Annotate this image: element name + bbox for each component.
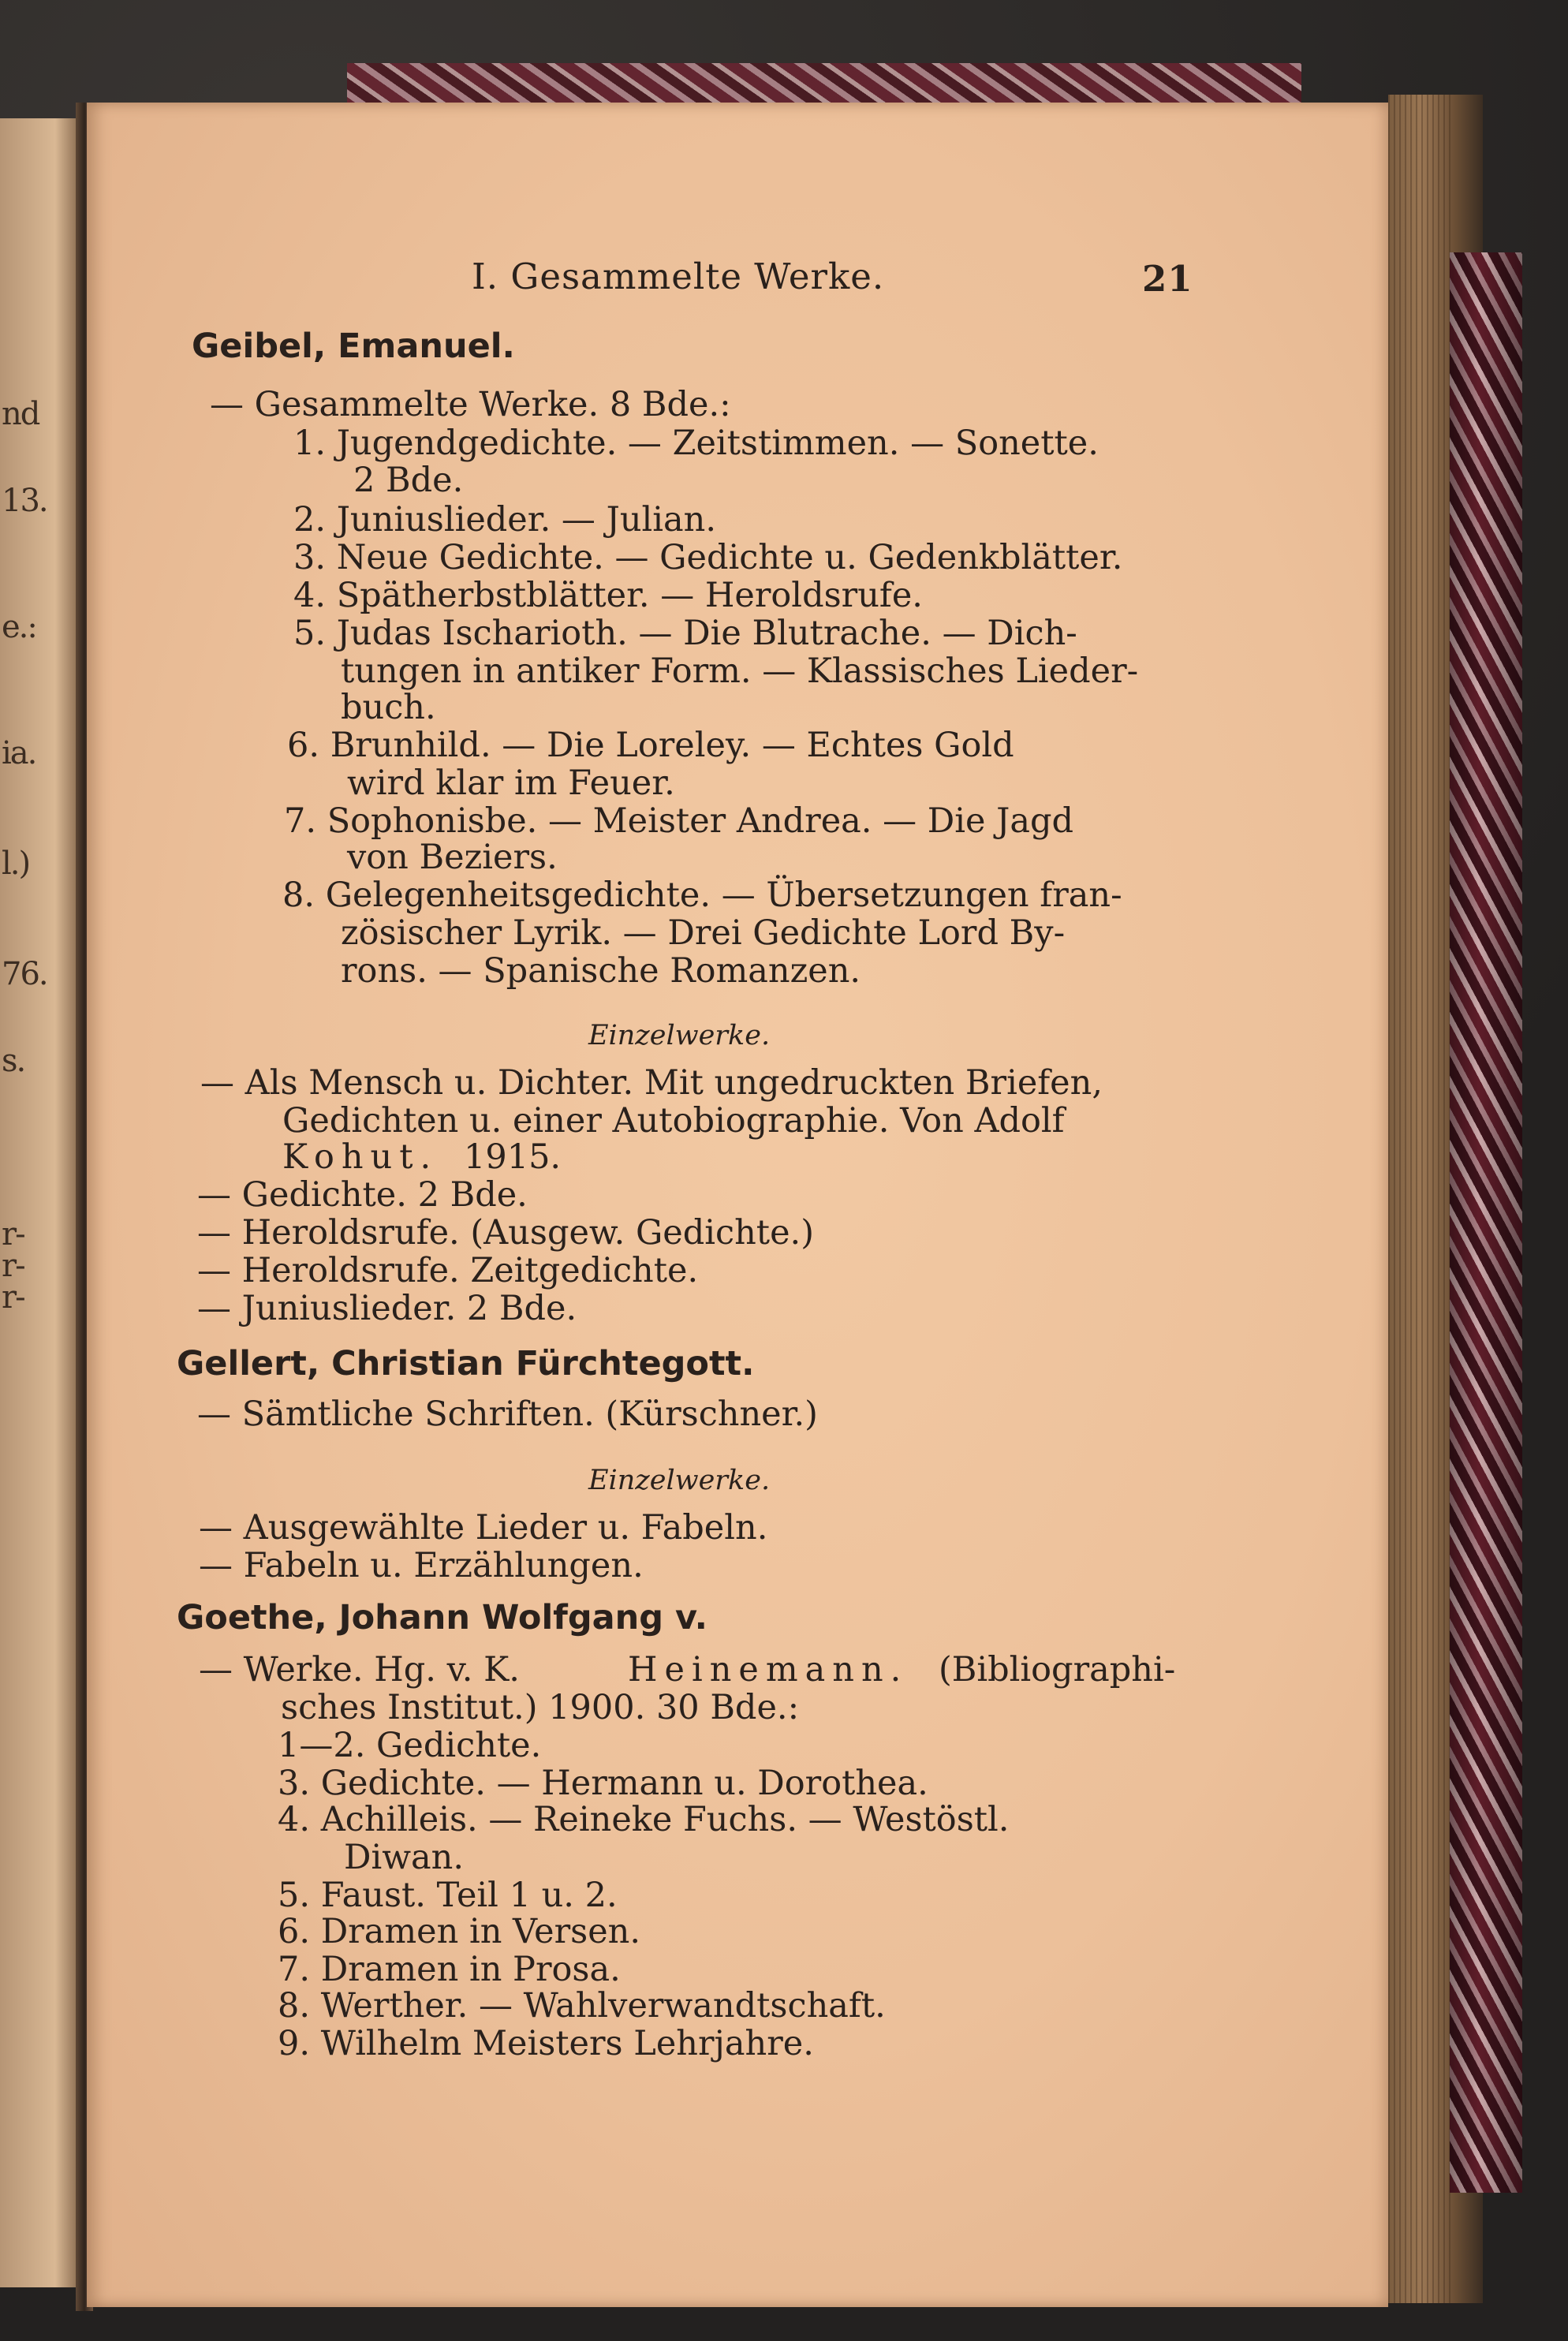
page-number: 21: [1142, 258, 1193, 300]
volume-entry: 8. Werther. — Wahlverwandtschaft.: [278, 1986, 886, 2026]
volume-entry: 1—2. Gedichte.: [278, 1726, 542, 1765]
marbled-cover-shade: [1450, 252, 1522, 2193]
work-entry-cont: (Bibliographi-: [939, 1650, 1176, 1689]
work-entry: — Als Mensch u. Dichter. Mit ungedruckten Briefen,: [200, 1063, 1103, 1103]
work-entry: — Ausgewählte Lieder u. Fabeln.: [199, 1508, 768, 1548]
work-entry: — Heroldsrufe. Zeitgedichte.: [197, 1251, 699, 1290]
volume-entry-cont: rons. — Spanische Romanzen.: [341, 951, 861, 991]
volume-entry: 6. Brunhild. — Die Loreley. — Echtes Gold: [287, 726, 1014, 765]
volume-entry-cont: zösischer Lyrik. — Drei Gedichte Lord By-: [341, 913, 1066, 953]
work-entry-year: 1915.: [464, 1137, 562, 1177]
left-page-fragment: nd: [2, 396, 39, 432]
author-heading-gellert: Gellert, Christian Fürchtegott.: [177, 1344, 755, 1383]
volume-entry-cont: wird klar im Feuer.: [347, 764, 675, 803]
volume-entry: 3. Neue Gedichte. — Gedichte u. Gedenkblätter.: [293, 538, 1123, 577]
subsection-label-einzelwerke: Einzelwerke.: [588, 1020, 771, 1051]
left-page-fragment: r-: [2, 1279, 24, 1316]
left-page-fragment: 13.: [2, 483, 47, 519]
volume-entry: 4. Achilleis. — Reineke Fuchs. — Westöstl.: [278, 1800, 1010, 1839]
work-entry: — Juniuslieder. 2 Bde.: [197, 1289, 577, 1328]
work-entry: — Fabeln u. Erzählungen.: [199, 1546, 644, 1585]
volume-entry-cont: von Beziers.: [347, 838, 558, 877]
volume-entry-cont: 2 Bde.: [353, 461, 464, 500]
author-heading-goethe: Goethe, Johann Wolfgang v.: [177, 1598, 707, 1637]
volume-entry-cont: Diwan.: [344, 1838, 465, 1877]
left-page-fragment: r-: [2, 1248, 24, 1284]
work-entry-author: Kohut.: [282, 1137, 439, 1177]
volume-entry: 8. Gelegenheitsgedichte. — Übersetzungen fran-: [282, 876, 1122, 915]
work-entry-cont: Gedichten u. einer Autobiographie. Von Adolf: [282, 1101, 1065, 1141]
work-entry: — Gedichte. 2 Bde.: [197, 1175, 528, 1215]
left-page-fragment: 76.: [2, 956, 47, 992]
left-page-fragment: r-: [2, 1216, 24, 1253]
volume-entry: 1. Jugendgedichte. — Zeitstimmen. — Sonette.: [293, 424, 1099, 463]
left-page-fragment: s.: [2, 1043, 25, 1079]
subsection-label-einzelwerke: Einzelwerke.: [588, 1465, 771, 1496]
work-entry-cont: sches Institut.) 1900. 30 Bde.:: [281, 1688, 800, 1727]
volume-entry: 9. Wilhelm Meisters Lehrjahre.: [278, 2024, 814, 2063]
volume-entry: 7. Sophonisbe. — Meister Andrea. — Die Jagd: [284, 801, 1074, 841]
volume-entry: 6. Dramen in Versen.: [278, 1912, 641, 1951]
left-page-fragment: l.): [2, 846, 30, 882]
volume-entry: 7. Dramen in Prosa.: [278, 1950, 621, 1989]
left-page-fragment: e.:: [2, 609, 36, 645]
running-header: I. Gesammelte Werke.: [472, 256, 885, 297]
left-page-fragment: ia.: [2, 735, 36, 771]
volume-entry-cont: buch.: [341, 688, 436, 727]
work-entry: — Sämtliche Schriften. (Kürschner.): [197, 1395, 818, 1434]
author-heading-geibel: Geibel, Emanuel.: [192, 327, 515, 366]
work-entry: — Werke. Hg. v. K.: [199, 1650, 520, 1689]
left-page-edge: [0, 118, 79, 2287]
volume-entry: 3. Gedichte. — Hermann u. Dorothea.: [278, 1764, 928, 1803]
volume-entry: 4. Spätherbstblätter. — Heroldsrufe.: [293, 576, 923, 615]
volume-entry: 5. Judas Ischarioth. — Die Blutrache. — Dich-: [293, 614, 1077, 653]
work-entry: — Heroldsrufe. (Ausgew. Gedichte.): [197, 1213, 814, 1253]
page-block-lines: [1388, 95, 1451, 2303]
entry-gesammelte-werke: — Gesammelte Werke. 8 Bde.:: [210, 385, 731, 424]
volume-entry: 2. Juniuslieder. — Julian.: [293, 500, 717, 540]
volume-entry: 5. Faust. Teil 1 u. 2.: [278, 1876, 618, 1915]
volume-entry-cont: tungen in antiker Form. — Klassisches Lieder-: [341, 652, 1139, 691]
work-entry-editor: Heinemann.: [628, 1650, 909, 1689]
